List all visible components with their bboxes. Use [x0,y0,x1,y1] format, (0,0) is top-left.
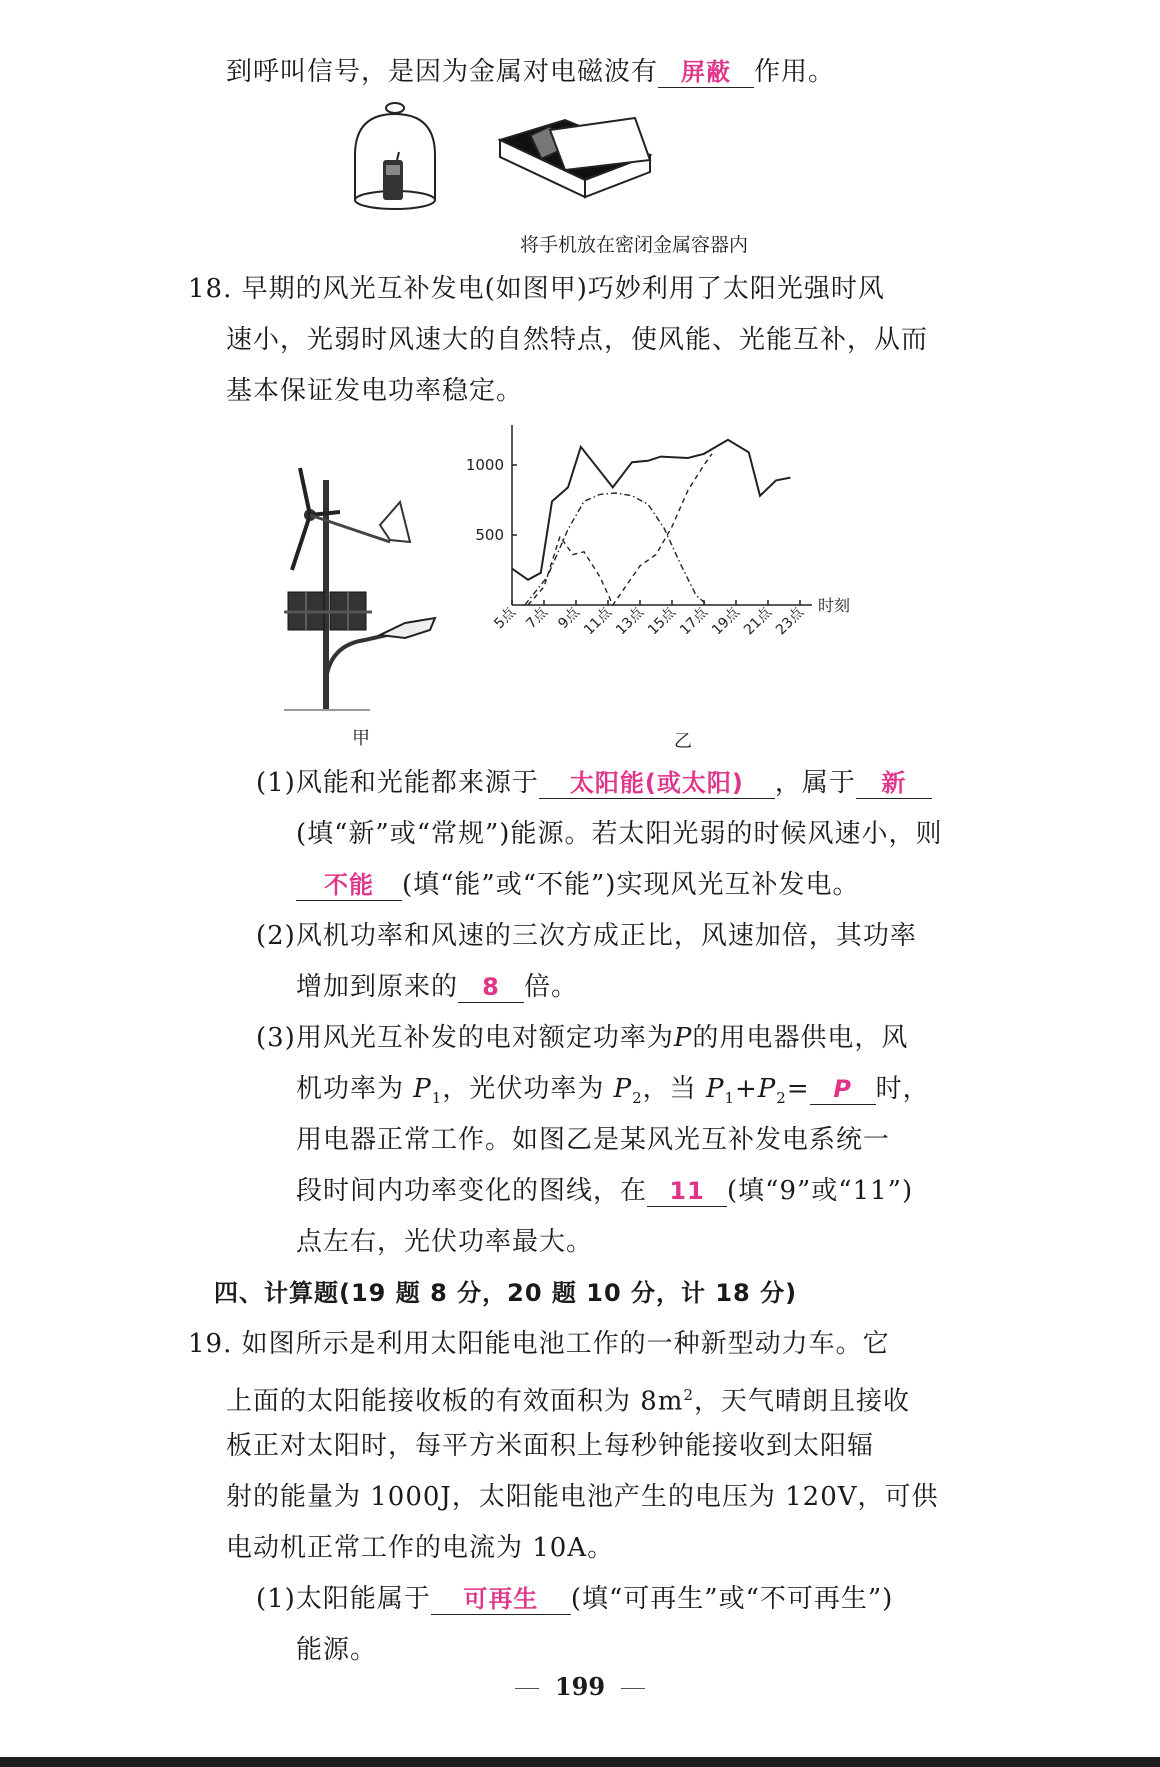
x-tick-label: 19点 [709,604,743,639]
power-chart [450,425,910,725]
q18-part1-line3: 不能 (填“能”或“不能”)实现风光互补发电。 [296,868,859,902]
q18-line-1: 18. 早期的风光互补发电(如图甲)巧妙利用了太阳光强时风 [188,274,885,304]
wind-solar-tower-illustration [280,430,440,720]
q19-line-2: 上面的太阳能接收板的有效面积为 $8m^2$，天气晴朗且接收 [226,1386,911,1417]
page-number: 199 [0,1672,1160,1701]
x-tick-label: 7点 [523,604,551,633]
q18-part1-line1: (1)风能和光能都来源于 太阳能(或太阳) ，属于 新 [256,766,932,800]
q18-line-3: 基本保证发电功率稳定。 [226,376,524,406]
answer-blank[interactable]: 屏蔽 [658,57,754,88]
answer-blank[interactable]: 不能 [296,870,402,901]
answer-blank[interactable]: 可再生 [431,1584,571,1615]
q18-part3-line4: 段时间内功率变化的图线，在 11 (填“9”或“11”) [296,1176,914,1206]
x-tick-label: 15点 [645,604,679,639]
x-tick-label: 17点 [677,604,711,639]
image-caption: 将手机放在密闭金属容器内 [520,234,749,256]
q19-part1-line1: (1)太阳能属于 可再生 (填“可再生”或“不可再生”) [256,1584,894,1614]
x-tick-label: 21点 [741,604,775,639]
answer-blank[interactable]: P [810,1074,876,1105]
q19-line-4: 射的能量为 1000J，太阳能电池产生的电压为 120V，可供 [226,1482,939,1512]
q18-part3-line5: 点左右，光伏功率最大。 [296,1227,594,1257]
y-tick-label: 500 [475,526,504,544]
text-line: 到呼叫信号，是因为金属对电磁波有 屏蔽 作用。 [226,57,836,87]
q19-part1-line2: 能源。 [296,1635,378,1665]
y-tick-label: 1000 [465,456,504,474]
x-tick-label: 5点 [491,604,519,633]
q19-line-3: 板正对太阳时，每平方米面积上每秒钟能接收到太阳辐 [226,1431,875,1461]
answer-blank[interactable]: 太阳能(或太阳) [539,768,775,799]
q19-line-5: 电动机正常工作的电流为 10A。 [226,1533,615,1563]
q18-part2-line2: 增加到原来的 8 倍。 [296,972,579,1002]
q19-line-1: 19. 如图所示是利用太阳能电池工作的一种新型动力车。它 [188,1329,890,1359]
q18-part3-line3: 用电器正常工作。如图乙是某风光互补发电系统一 [296,1125,891,1155]
x-tick-label: 9点 [555,604,583,633]
phone-container-illustration [345,100,715,235]
bottom-bar [0,1757,1160,1767]
answer-blank[interactable]: 11 [647,1176,727,1207]
wind-turbine-icon [292,468,410,570]
figure-yi-label: 乙 [674,731,693,752]
figure-jia-label: 甲 [352,728,371,749]
q18-part1-line2: (填“新”或“常规”)能源。若太阳光弱的时候风速小，则 [296,819,943,849]
q18-part3-line1: (3)用风光互补发的电对额定功率为P的用电器供电，风 [256,1023,909,1053]
answer-blank[interactable]: 新 [856,768,932,799]
section-heading: 四、计算题(19 题 8 分，20 题 10 分，计 18 分) [214,1279,798,1307]
x-tick-label: 23点 [773,604,807,639]
answer-blank[interactable]: 8 [458,972,524,1003]
x-tick-label: 11点 [581,604,615,639]
x-tick-label: 13点 [613,604,647,639]
metal-box [500,118,650,197]
q18-part2-line1: (2)风机功率和风速的三次方成正比，风速加倍，其功率 [256,921,917,951]
chart-series [512,440,790,605]
phone-icon [383,152,403,200]
q18-line-2: 速小，光弱时风速大的自然特点，使风能、光能互补，从而 [226,325,929,355]
q18-part3-line2: 机功率为 $P_1$，光伏功率为 $P_2$，当 $P_1+P_2= P$ 时， [296,1074,930,1108]
x-axis-label: 时刻 [818,596,851,615]
